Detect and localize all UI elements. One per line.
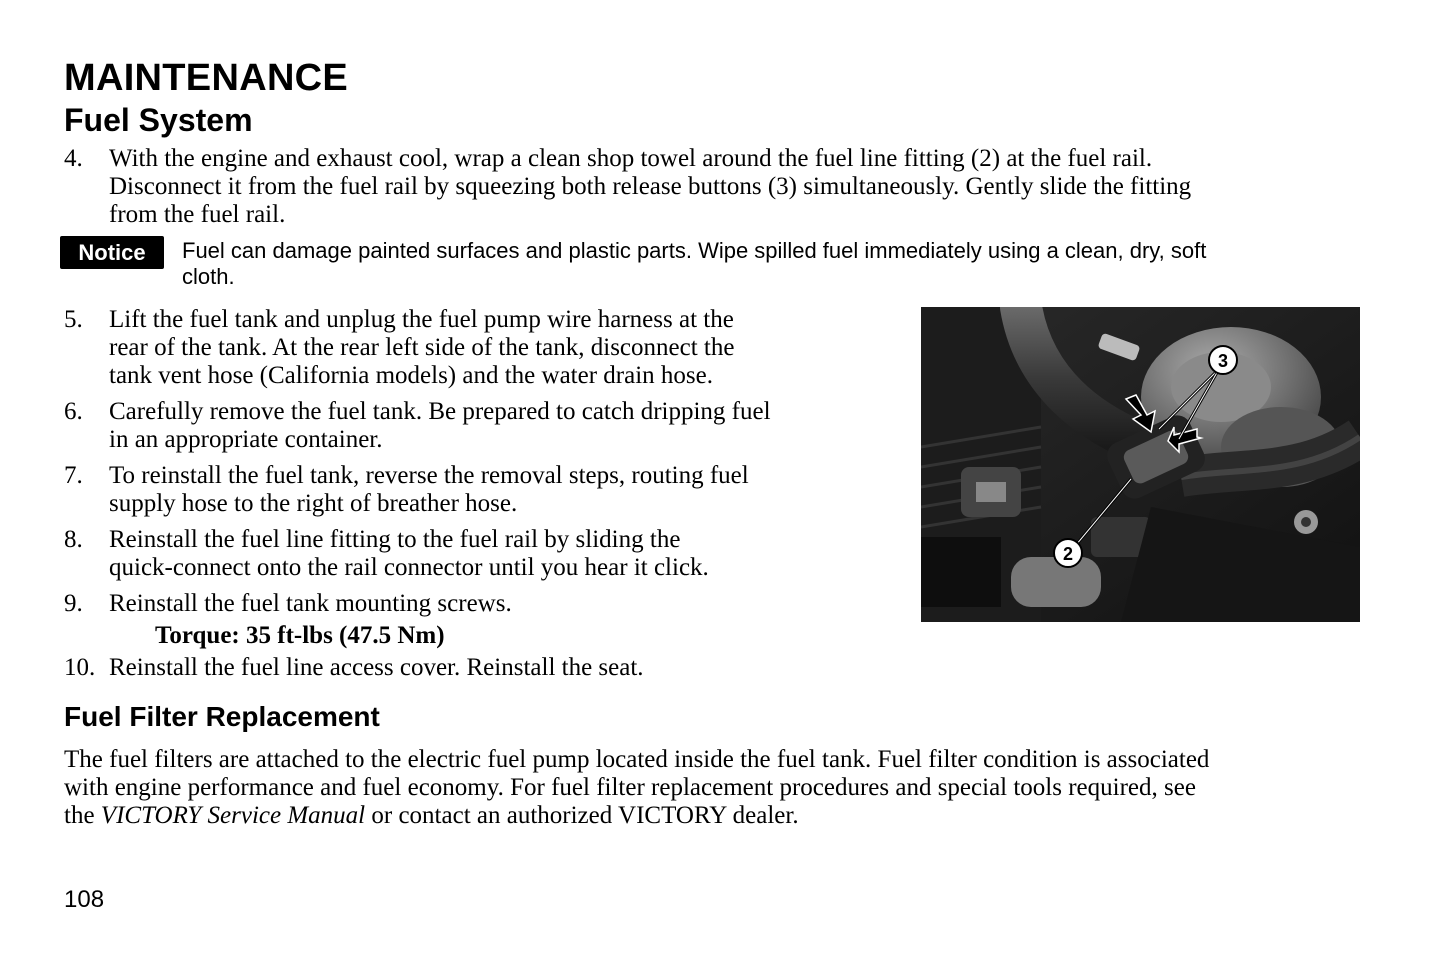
step-5 bbox=[64, 306, 884, 390]
step-number: 4. bbox=[64, 145, 83, 172]
step-line: from the fuel rail. bbox=[109, 201, 286, 228]
step-number: 6. bbox=[64, 398, 83, 425]
step-line: quick-connect onto the rail connector until you hear it click. bbox=[109, 554, 709, 581]
step-number: 5. bbox=[64, 306, 83, 333]
section-title: MAINTENANCE bbox=[64, 57, 349, 99]
callout-label: 3 bbox=[1217, 351, 1229, 371]
paragraph-line bbox=[64, 802, 1364, 830]
filter-paragraph bbox=[64, 746, 1364, 830]
step-number: 7. bbox=[64, 462, 83, 489]
step-line: To reinstall the fuel tank, reverse the removal steps, routing fuel bbox=[109, 462, 749, 489]
line-text: the bbox=[64, 802, 101, 829]
step-line: Lift the fuel tank and unplug the fuel pump wire harness at the bbox=[109, 306, 734, 333]
step-6 bbox=[64, 398, 884, 454]
notice-line: Fuel can damage painted surfaces and plastic parts. Wipe spilled fuel immediately using a clean, dry, soft bbox=[182, 238, 1207, 263]
step-line: Reinstall the fuel line access cover. Reinstall the seat. bbox=[109, 654, 644, 681]
step-text bbox=[109, 590, 512, 618]
step-4 bbox=[64, 145, 1364, 229]
torque-spec: Torque: 35 ft-lbs (47.5 Nm) bbox=[155, 622, 445, 649]
step-text bbox=[109, 654, 644, 682]
step-text bbox=[109, 145, 1191, 229]
line-text: or contact an authorized VICTORY dealer. bbox=[365, 802, 799, 829]
step-10 bbox=[64, 654, 884, 682]
step-text bbox=[109, 398, 771, 454]
step-number: 9. bbox=[64, 590, 83, 617]
manual-title: VICTORY Service Manual bbox=[100, 802, 366, 829]
step-9 bbox=[64, 590, 884, 618]
step-8 bbox=[64, 526, 884, 582]
step-line: supply hose to the right of breather hose. bbox=[109, 490, 518, 517]
paragraph-line: with engine performance and fuel economy. For fuel filter replacement procedures and special tools required, see bbox=[64, 774, 1196, 801]
step-number: 8. bbox=[64, 526, 83, 553]
filter-section-title: Fuel Filter Replacement bbox=[64, 701, 380, 732]
step-line: Disconnect it from the fuel rail by squeezing both release buttons (3) simultaneously. Gently slide the fitting bbox=[109, 173, 1192, 200]
callout-3 bbox=[1209, 346, 1237, 374]
step-number: 10. bbox=[64, 654, 96, 681]
step-text bbox=[109, 526, 709, 582]
step-line: Reinstall the fuel line fitting to the fuel rail by sliding the bbox=[109, 526, 681, 553]
step-text bbox=[109, 306, 734, 390]
step-text bbox=[109, 462, 749, 518]
subsection-title: Fuel System bbox=[64, 102, 253, 138]
step-7 bbox=[64, 462, 884, 518]
callout-2 bbox=[1054, 539, 1082, 567]
paragraph-line: The fuel filters are attached to the electric fuel pump located inside the fuel tank. Fuel filter condition is associated bbox=[64, 746, 1210, 773]
step-line: Reinstall the fuel tank mounting screws. bbox=[109, 590, 512, 617]
callout-label: 2 bbox=[1062, 544, 1074, 564]
step-line: rear of the tank. At the rear left side of the tank, disconnect the bbox=[109, 334, 735, 361]
step-line: Carefully remove the fuel tank. Be prepared to catch dripping fuel bbox=[109, 398, 771, 425]
step-line: With the engine and exhaust cool, wrap a clean shop towel around the fuel line fitting (2) at the fuel rail. bbox=[109, 145, 1153, 172]
notice-text bbox=[182, 238, 1382, 290]
notice-label: Notice bbox=[60, 236, 164, 269]
fuel-rail-photo bbox=[921, 307, 1360, 622]
notice-line: cloth. bbox=[182, 264, 235, 289]
step-line: in an appropriate container. bbox=[109, 426, 383, 453]
step-line: tank vent hose (California models) and the water drain hose. bbox=[109, 362, 713, 389]
page-number: 108 bbox=[64, 886, 105, 913]
